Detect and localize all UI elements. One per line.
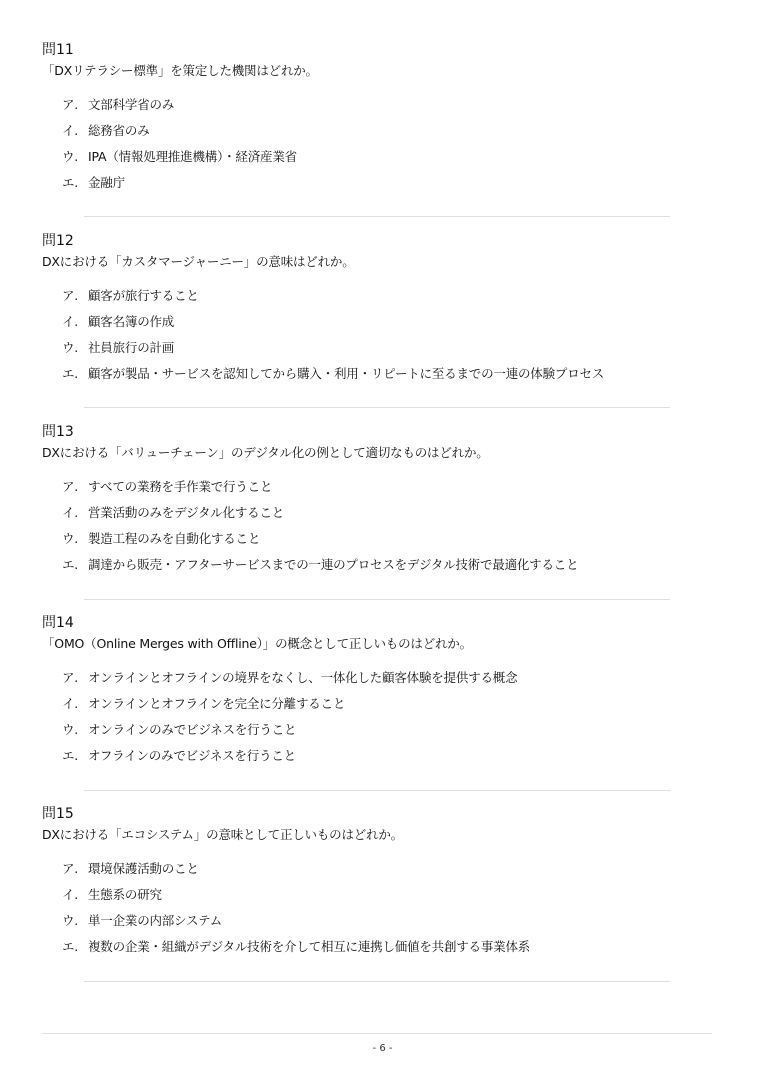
answer-option-i bbox=[62, 882, 722, 908]
option-text: 複数の企業・組織がデジタル技術を介して相互に連携し価値を共創する事業体系 bbox=[88, 939, 531, 954]
page-number: - 6 - bbox=[372, 1043, 393, 1054]
option-mark: ウ. bbox=[62, 531, 79, 546]
answer-option-a bbox=[62, 856, 722, 882]
question-text: DXにおける「カスタマージャーニー」の意味はどれか。 bbox=[42, 254, 355, 269]
answer-options bbox=[42, 474, 722, 578]
question-14 bbox=[42, 614, 722, 769]
option-mark: ウ. bbox=[62, 913, 79, 928]
question-divider bbox=[84, 216, 670, 217]
option-mark: エ. bbox=[62, 748, 79, 763]
option-text: 顧客が旅行すること bbox=[88, 288, 199, 303]
option-mark: ウ. bbox=[62, 340, 79, 355]
answer-options bbox=[42, 283, 722, 387]
question-15 bbox=[42, 805, 722, 960]
answer-option-a bbox=[62, 92, 722, 118]
answer-options bbox=[42, 92, 722, 196]
answer-option-i bbox=[62, 118, 722, 144]
option-text: 営業活動のみをデジタル化すること bbox=[88, 505, 285, 520]
option-mark: エ. bbox=[62, 175, 79, 190]
question-number: 問13 bbox=[42, 424, 74, 440]
question-divider bbox=[84, 407, 670, 408]
option-text: 製造工程のみを自動化すること bbox=[88, 531, 261, 546]
footer-rule bbox=[42, 1033, 712, 1034]
option-text: オンラインとオフラインを完全に分離すること bbox=[88, 696, 346, 711]
answer-option-a bbox=[62, 283, 722, 309]
question-number: 問15 bbox=[42, 806, 74, 822]
option-text: 金融庁 bbox=[88, 175, 125, 190]
question-text: 「DXリテラシー標準」を策定した機関はどれか。 bbox=[42, 63, 318, 78]
answer-option-u bbox=[62, 144, 722, 170]
option-text: 調達から販売・アフターサービスまでの一連のプロセスをデジタル技術で最適化すること bbox=[88, 557, 579, 572]
question-text: DXにおける「エコシステム」の意味として正しいものはどれか。 bbox=[42, 827, 403, 842]
question-divider bbox=[84, 981, 670, 982]
option-text: 総務省のみ bbox=[88, 123, 150, 138]
answer-options bbox=[42, 665, 722, 769]
option-mark: ウ. bbox=[62, 722, 79, 737]
question-11 bbox=[42, 41, 722, 196]
answer-options bbox=[42, 856, 722, 960]
question-number: 問11 bbox=[42, 42, 74, 58]
option-mark: ア. bbox=[62, 288, 79, 303]
option-text: 社員旅行の計画 bbox=[88, 340, 175, 355]
answer-option-u bbox=[62, 908, 722, 934]
option-text: オンラインのみでビジネスを行うこと bbox=[88, 722, 297, 737]
answer-option-e bbox=[62, 934, 722, 960]
question-divider bbox=[84, 599, 670, 600]
option-text: 顧客が製品・サービスを認知してから購入・利用・リピートに至るまでの一連の体験プロセス bbox=[88, 366, 605, 381]
answer-option-i bbox=[62, 309, 722, 335]
option-mark: ア. bbox=[62, 670, 79, 685]
option-text: 顧客名簿の作成 bbox=[88, 314, 175, 329]
option-mark: ウ. bbox=[62, 149, 79, 164]
option-text: 文部科学省のみ bbox=[88, 97, 175, 112]
answer-option-e bbox=[62, 170, 722, 196]
answer-option-i bbox=[62, 691, 722, 717]
option-mark: エ. bbox=[62, 366, 79, 381]
answer-option-u bbox=[62, 335, 722, 361]
answer-option-a bbox=[62, 665, 722, 691]
answer-option-e bbox=[62, 361, 722, 387]
option-text: オンラインとオフラインの境界をなくし、一体化した顧客体験を提供する概念 bbox=[88, 670, 518, 685]
question-text: 「OMO（Online Merges with Offline）」の概念として正しいものはどれか。 bbox=[42, 636, 472, 651]
question-number: 問14 bbox=[42, 615, 74, 631]
option-mark: ア. bbox=[62, 97, 79, 112]
question-divider bbox=[84, 790, 670, 791]
option-mark: ア. bbox=[62, 479, 79, 494]
option-mark: イ. bbox=[62, 314, 79, 329]
option-mark: エ. bbox=[62, 939, 79, 954]
option-mark: エ. bbox=[62, 557, 79, 572]
answer-option-e bbox=[62, 552, 722, 578]
option-text: 生態系の研究 bbox=[88, 887, 162, 902]
question-12 bbox=[42, 232, 722, 387]
option-text: 環境保護活動のこと bbox=[88, 861, 199, 876]
option-mark: イ. bbox=[62, 696, 79, 711]
option-text: 単一企業の内部システム bbox=[88, 913, 223, 928]
answer-option-a bbox=[62, 474, 722, 500]
option-mark: イ. bbox=[62, 887, 79, 902]
option-text: オフラインのみでビジネスを行うこと bbox=[88, 748, 296, 763]
answer-option-e bbox=[62, 743, 722, 769]
answer-option-i bbox=[62, 500, 722, 526]
option-mark: イ. bbox=[62, 123, 79, 138]
option-text: IPA（情報処理推進機構）・経済産業省 bbox=[88, 149, 297, 164]
question-text: DXにおける「バリューチェーン」のデジタル化の例として適切なものはどれか。 bbox=[42, 445, 489, 460]
option-mark: イ. bbox=[62, 505, 79, 520]
option-text: すべての業務を手作業で行うこと bbox=[88, 479, 273, 494]
answer-option-u bbox=[62, 526, 722, 552]
question-number: 問12 bbox=[42, 233, 74, 249]
question-13 bbox=[42, 423, 722, 578]
answer-option-u bbox=[62, 717, 722, 743]
option-mark: ア. bbox=[62, 861, 79, 876]
